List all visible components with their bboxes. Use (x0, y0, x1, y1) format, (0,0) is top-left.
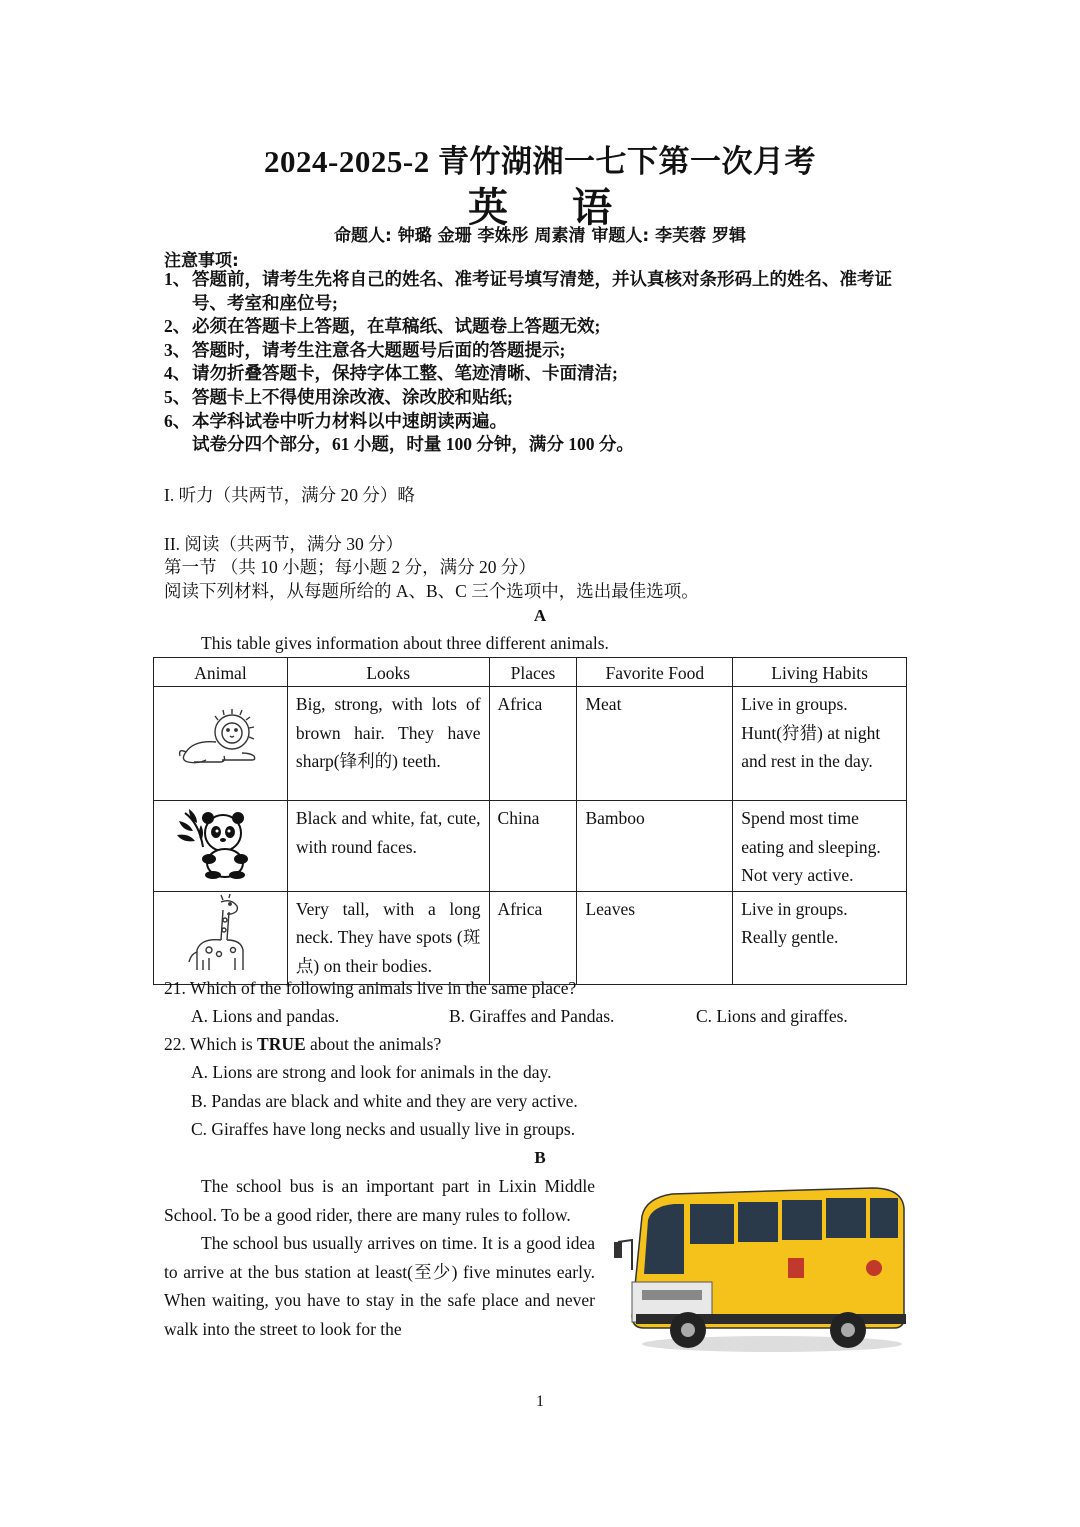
place-cell: Africa (489, 891, 577, 985)
school-bus-image (612, 1186, 908, 1356)
question-stem: 22. Which is TRUE about the animals? (164, 1034, 442, 1054)
option-b: B. Pandas are black and white and they are very active. (191, 1090, 578, 1111)
place-cell: China (489, 801, 577, 892)
column-header: Living Habits (733, 658, 907, 687)
notes-summary: 试卷分四个部分，61 小题，时量 100 分钟，满分 100 分。 (192, 434, 634, 455)
passage-a-intro: This table gives information about three different animals. (201, 633, 609, 653)
habits-cell: Spend most time eating and sleeping. Not very active. (733, 801, 907, 892)
place-cell: Africa (489, 687, 577, 801)
note-item: 2、 必须在答题卡上答题，在草稿纸、试题卷上答题无效; (164, 316, 601, 337)
paragraph: The school bus usually arrives on time. It is a good idea to arrive at the bus station at least(至少) five minutes early. When waiting, you have to stay in the safe place and never walk into the street to look for the (164, 1233, 595, 1339)
column-header: Looks (287, 658, 489, 687)
note-item: 5、 答题卡上不得使用涂改液、涂改胶和贴纸; (164, 386, 513, 407)
giraffe-icon (185, 894, 255, 974)
question-22 (164, 1030, 964, 1143)
animal-cell (154, 687, 288, 801)
part1-heading: 第一节 （共 10 小题；每小题 2 分，满分 20 分） (164, 557, 536, 577)
passage-b-label: B (534, 1148, 546, 1167)
table-header-row (154, 658, 907, 687)
subject-char-2: 语 (572, 185, 612, 230)
habits-cell: Live in groups. Hunt(狩猎) at night and rest in the day. (733, 687, 907, 801)
question-21 (164, 974, 964, 1030)
note-item: 4、 请勿折叠答题卡，保持字体工整、笔迹清晰、卡面清洁; (164, 363, 618, 384)
food-cell: Bamboo (577, 801, 733, 892)
authors-line: 命题人: 钟璐 金珊 李姝彤 周素清 审题人: 李芙蓉 罗辑 (333, 226, 747, 246)
notes-list (164, 268, 924, 457)
page-number: 1 (536, 1393, 544, 1410)
passage-a-label: A (533, 606, 547, 625)
note-item: 1、 答题前，请考生先将自己的姓名、准考证号填写清楚，并认真核对条形码上的姓名、准考证号、考室和座位号; (164, 269, 892, 313)
animal-cell (154, 891, 288, 985)
option-c: C. Lions and giraffes. (696, 1006, 848, 1027)
option-a: A. Lions and pandas. (191, 1006, 340, 1027)
column-header: Animal (154, 658, 288, 687)
table-row (154, 687, 907, 801)
looks-cell: Very tall, with a long neck. They have spots (斑点) on their bodies. (287, 891, 489, 985)
passage-b-text (164, 1172, 595, 1344)
paragraph: The school bus is an important part in Lixin Middle School. To be a good rider, there are many rules to follow. (164, 1176, 595, 1225)
animal-cell (154, 801, 288, 892)
note-item: 6、 本学科试卷中听力材料以中速朗读两遍。 (164, 410, 507, 431)
option-c: C. Giraffes have long necks and usually live in groups. (191, 1118, 576, 1139)
column-header: Favorite Food (577, 658, 733, 687)
panda-icon (175, 805, 265, 879)
option-b: B. Giraffes and Pandas. (449, 1006, 615, 1027)
reading-section: II. 阅读（共两节，满分 30 分） (164, 534, 404, 554)
question-stem: 21. Which of the following animals live in the same place? (164, 978, 577, 998)
reading-instruction: 阅读下列材料，从每题所给的 A、B、C 三个选项中，选出最佳选项。 (164, 581, 699, 601)
table-row (154, 801, 907, 892)
habits-cell: Live in groups. Really gentle. (733, 891, 907, 985)
option-a: A. Lions are strong and look for animals in the day. (191, 1062, 552, 1083)
food-cell: Meat (577, 687, 733, 801)
lion-icon (174, 706, 266, 772)
table-row (154, 891, 907, 985)
note-item: 3、 答题时，请考生注意各大题题号后面的答题提示; (164, 339, 566, 360)
column-header: Places (489, 658, 577, 687)
looks-cell: Black and white, fat, cute, with round faces. (287, 801, 489, 892)
subject-char-1: 英 (468, 185, 508, 230)
exam-title: 2024-2025-2 青竹湖湘一七下第一次月考 (264, 144, 816, 179)
looks-cell: Big, strong, with lots of brown hair. They have sharp(锋利的) teeth. (287, 687, 489, 801)
food-cell: Leaves (577, 891, 733, 985)
animal-table (153, 657, 907, 985)
notes-heading: 注意事项: (164, 251, 239, 271)
listening-section: I. 听力（共两节，满分 20 分）略 (164, 485, 415, 505)
